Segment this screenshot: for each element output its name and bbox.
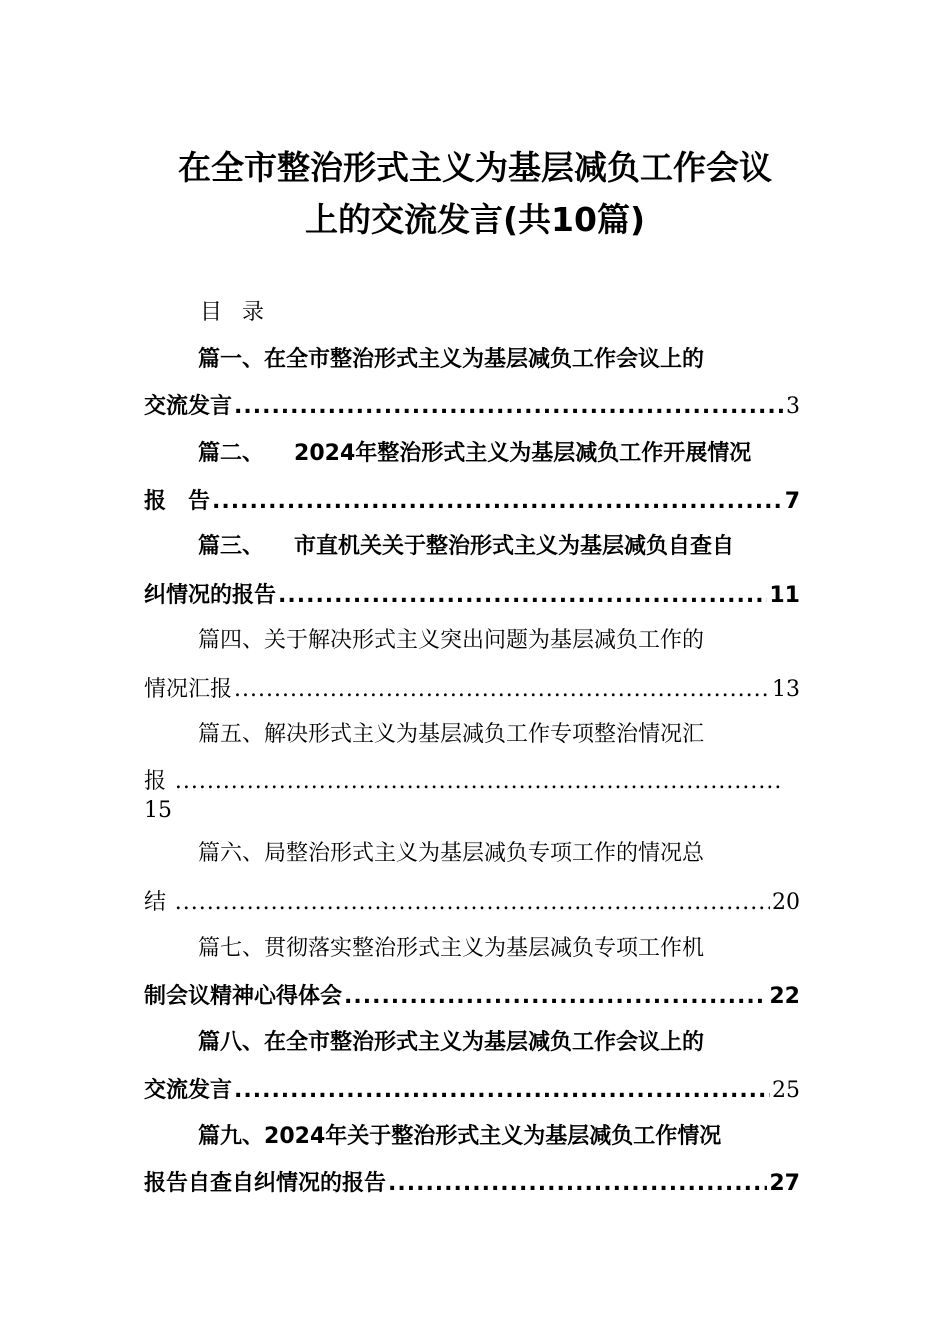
toc-item-prefix: 篇一、: [198, 347, 265, 372]
toc-item-prefix: 篇七、: [198, 936, 265, 961]
toc-item-title-line-1: 2024年整治形式主义为基层减负工作开展情况: [294, 441, 752, 466]
toc-item-title-line-1: 解决形式主义为基层减负工作专项整治情况汇: [264, 722, 705, 747]
toc-item-prefix: 篇六、: [198, 841, 265, 866]
toc-leader-dots: [344, 980, 767, 1014]
toc-leader-dots: [175, 886, 770, 920]
toc-page-number: 13: [772, 677, 800, 702]
toc-item-title-line-2: 报告自查自纠情况的报告: [144, 1171, 387, 1196]
toc-item-title-line-1: 贯彻落实整治形式主义为基层减负专项工作机: [264, 936, 705, 961]
document-title-line-1: 在全市整治形式主义为基层减负工作会议: [178, 148, 772, 187]
toc-heading: 目录: [200, 300, 285, 325]
toc-item-title-line-2: 交流发言: [144, 1078, 233, 1103]
toc-page-number: 11: [769, 583, 800, 608]
toc-leader-dots: [234, 390, 784, 424]
toc-item-title-line-1: 市直机关关于整治形式主义为基层减负自查自: [294, 534, 735, 559]
toc-page-number: 25: [772, 1078, 800, 1103]
toc-item-prefix: 篇三、: [198, 534, 265, 559]
toc-item-title-line-2: 报 告: [144, 489, 211, 514]
toc-item-title-line-1: 关于解决形式主义突出问题为基层减负工作的: [264, 628, 705, 653]
toc-item-prefix: 篇五、: [198, 722, 265, 747]
toc-leader-dots: [234, 1074, 770, 1108]
toc-item-title-line-2: 交流发言: [144, 394, 233, 419]
toc-item-title-line-2: 情况汇报: [144, 677, 233, 702]
toc-page-number: 15: [144, 798, 172, 823]
toc-leader-dots: [212, 485, 783, 519]
toc-item-title-line-1: 2024年关于整治形式主义为基层减负工作情况: [264, 1124, 722, 1149]
toc-item-title-line-1: 在全市整治形式主义为基层减负工作会议上的: [264, 347, 705, 372]
toc-item-title-line-1: 在全市整治形式主义为基层减负工作会议上的: [264, 1030, 705, 1055]
toc-item-prefix: 篇九、: [198, 1124, 265, 1149]
toc-page-number: 7: [784, 489, 800, 514]
toc-leader-dots: [278, 579, 767, 613]
toc-leader-dots: [234, 673, 770, 707]
toc-item-title-line-2: 结: [144, 890, 167, 915]
toc-item-title-line-1: 局整治形式主义为基层减负专项工作的情况总: [264, 841, 705, 866]
toc-item-prefix: 篇八、: [198, 1030, 265, 1055]
toc-item-title-line-2: 纠情况的报告: [144, 583, 277, 608]
toc-item-prefix: 篇四、: [198, 628, 265, 653]
document-title-line-2: 上的交流发言(共10篇): [304, 200, 646, 239]
toc-page-number: 20: [772, 890, 800, 915]
toc-page-number: 3: [786, 394, 800, 419]
toc-leader-dots: [175, 765, 782, 799]
toc-page-number: 22: [769, 984, 800, 1009]
toc-leader-dots: [388, 1167, 767, 1201]
toc-item-prefix: 篇二、: [198, 441, 265, 466]
toc-item-title-line-2: 制会议精神心得体会: [144, 984, 343, 1009]
toc-page-number: 27: [769, 1171, 800, 1196]
toc-item-title-line-2: 报: [144, 769, 167, 794]
